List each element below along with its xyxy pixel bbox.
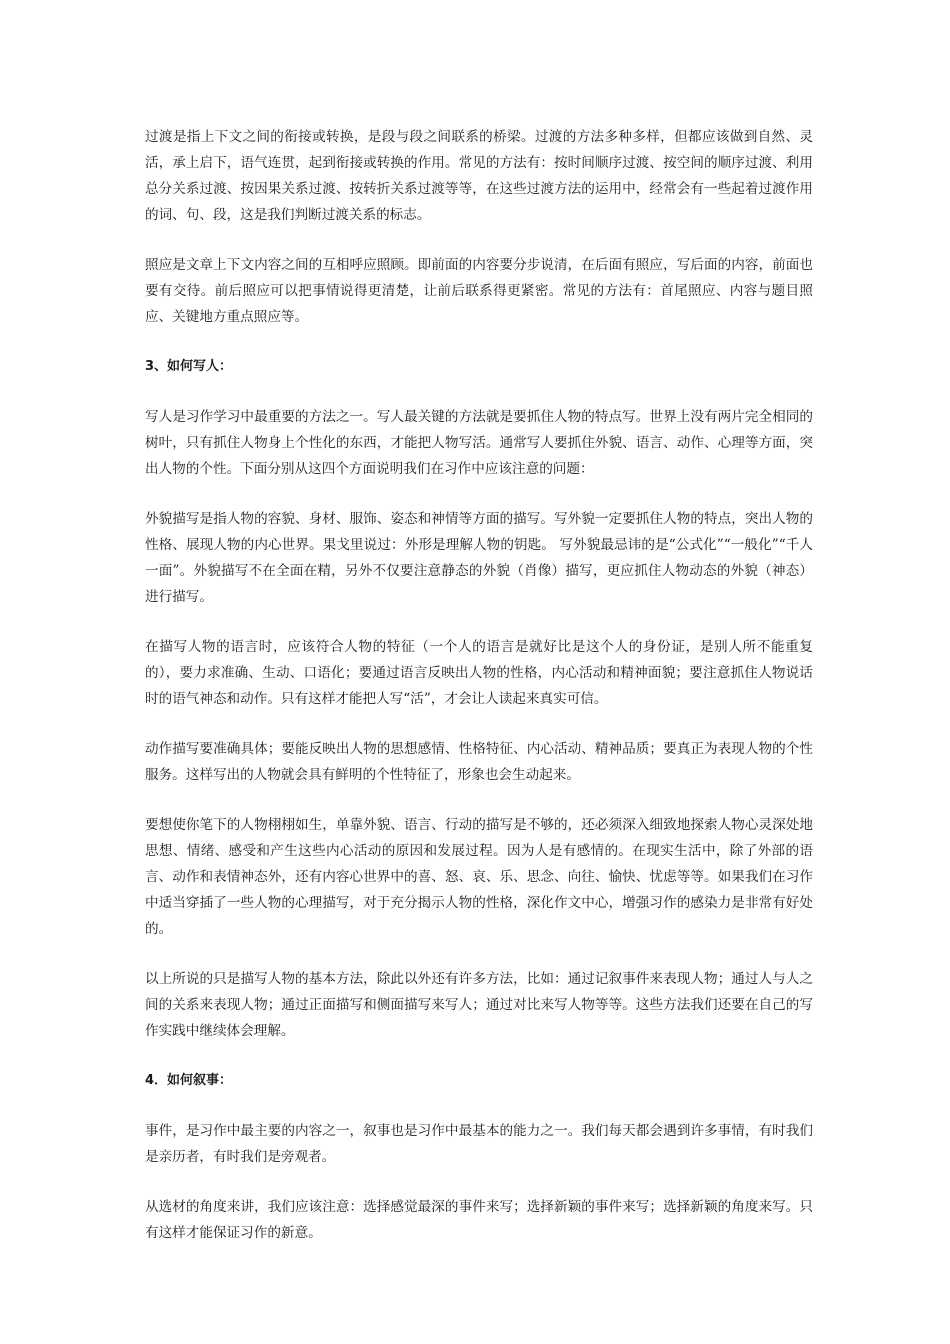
paragraph-write-people-intro: 写人是习作学习中最重要的方法之一。写人最关键的方法就是要抓住人物的特点写。世界上没有两片完全相同的树叶，只有抓住人物身上个性化的东西，才能把人物写活。通常写人要抓住外貌、语言、动作、心理等方面，突出人物的个性。下面分别从这四个方面说明我们在习作中应该注意的问题： xyxy=(145,409,813,477)
paragraph-transition: 过渡是指上下文之间的衔接或转换，是段与段之间联系的桥梁。过渡的方法多种多样，但都应该做到自然、灵活，承上启下，语气连贯，起到衔接或转换的作用。常见的方法有：按时间顺序过渡、按空间的顺序过渡、利用总分关系过渡、按因果关系过渡、按转折关系过渡等等，在这些过渡方法的运用中，经常会有一些起着过渡作用的词、句、段，这是我们判断过渡关系的标志。 xyxy=(145,129,813,223)
paragraph-other-methods: 以上所说的只是描写人物的基本方法，除此以外还有许多方法，比如：通过记叙事件来表现人物；通过人与人之间的关系来表现人物；通过正面描写和侧面描写来写人；通过对比来写人物等等。这些方法我们还要在自己的写作实践中继续体会理解。 xyxy=(145,971,813,1039)
paragraph-appearance: 外貌描写是指人物的容貌、身材、服饰、姿态和神情等方面的描写。写外貌一定要抓住人物的特点，突出人物的性格、展现人物的内心世界。果戈里说过：外形是理解人物的钥匙。 写外貌最忌讳的是“公式化”“一般化”“千人一面”。外貌描写不在全面在精，另外不仅要注意静态的外貌（肖像）描写，更应抓住人物动态的外貌（神态）进行描写。 xyxy=(145,511,813,605)
paragraph-language: 在描写人物的语言时，应该符合人物的特征（一个人的语言是就好比是这个人的身份证，是别人所不能重复的），要力求准确、生动、口语化；要通过语言反映出人物的性格，内心活动和精神面貌；要注意抓住人物说话时的语气神态和动作。只有这样才能把人写“活”，才会让人读起来真实可信。 xyxy=(145,639,813,707)
section-heading-write-people: 3、如何写人： xyxy=(145,359,233,374)
section-heading-narrate: 4．如何叙事： xyxy=(145,1073,233,1088)
paragraph-material-selection: 从选材的角度来讲，我们应该注意：选择感觉最深的事件来写；选择新颖的事件来写；选择新颖的角度来写。只有这样才能保证习作的新意。 xyxy=(145,1199,813,1241)
paragraph-events: 事件，是习作中最主要的内容之一，叙事也是习作中最基本的能力之一。我们每天都会遇到许多事情，有时我们是亲历者，有时我们是旁观者。 xyxy=(145,1123,813,1165)
paragraph-psychology: 要想使你笔下的人物栩栩如生，单靠外貌、语言、行动的描写是不够的，还必须深入细致地探索人物心灵深处地思想、情绪、感受和产生这些内心活动的原因和发展过程。因为人是有感情的。在现实生活中，除了外部的语言、动作和表情神态外，还有内容心世界中的喜、怒、哀、乐、思念、向往、愉快、忧虑等等。如果我们在习作中适当穿插了一些人物的心理描写，对于充分揭示人物的性格，深化作文中心，增强习作的感染力是非常有好处的。 xyxy=(145,817,813,937)
paragraph-correspondence: 照应是文章上下文内容之间的互相呼应照顾。即前面的内容要分步说清，在后面有照应，写后面的内容，前面也要有交待。前后照应可以把事情说得更清楚，让前后联系得更紧密。常见的方法有：首尾照应、内容与题目照应、关键地方重点照应等。 xyxy=(145,257,813,325)
paragraph-action: 动作描写要准确具体；要能反映出人物的思想感情、性格特征、内心活动、精神品质；要真正为表现人物的个性服务。这样写出的人物就会具有鲜明的个性特征了，形象也会生动起来。 xyxy=(145,741,813,783)
document-body xyxy=(145,124,813,1270)
